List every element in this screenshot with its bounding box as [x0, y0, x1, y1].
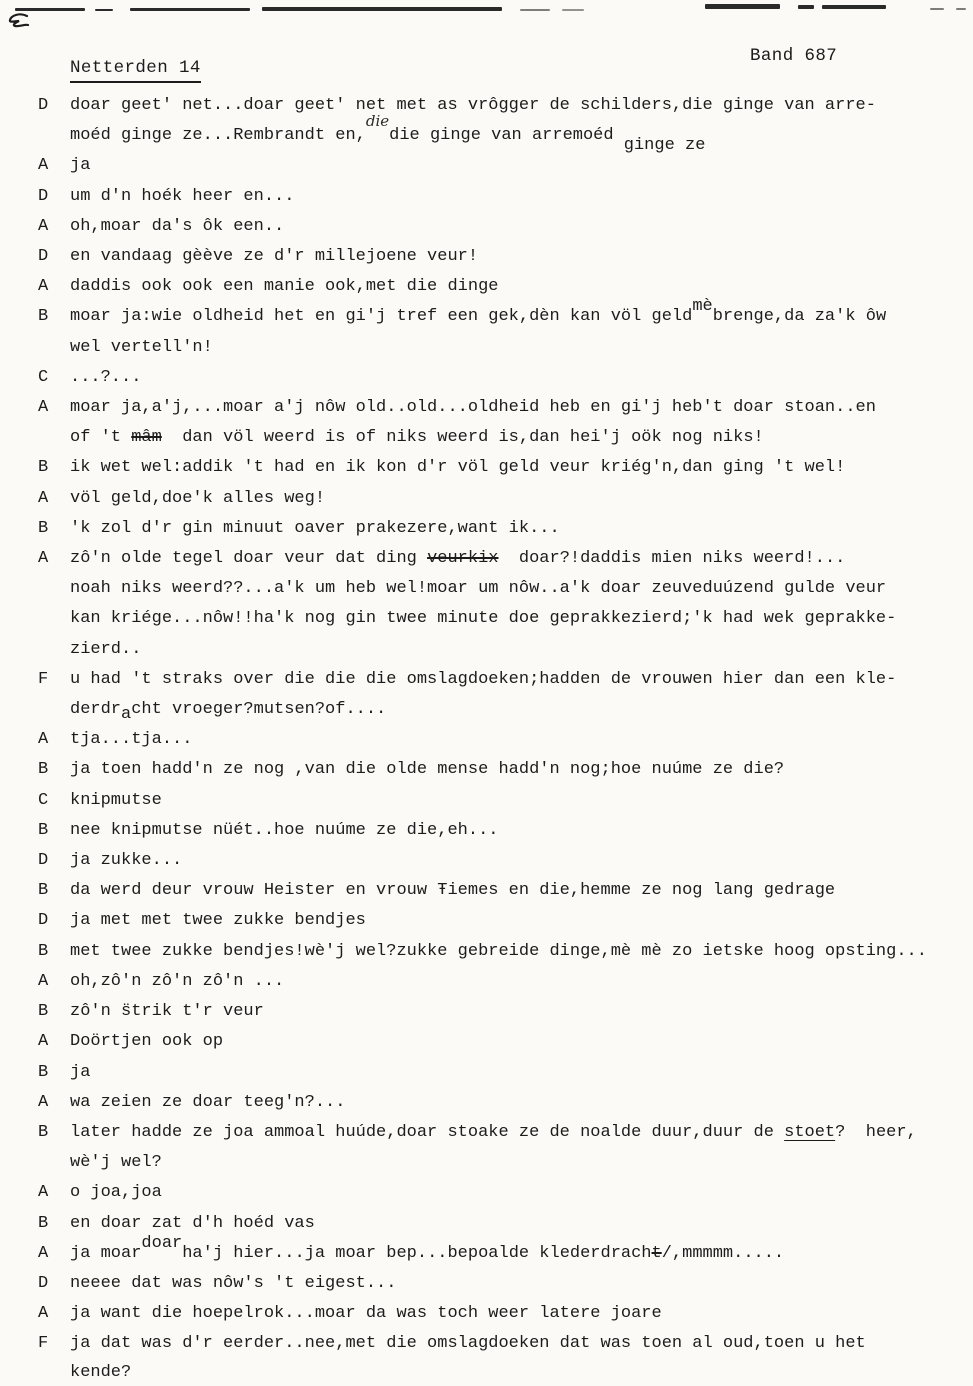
line-text: wè'j wel? — [70, 1153, 162, 1173]
line-text: oh,zô'n zô'n zô'n ... — [70, 971, 285, 991]
scan-artifact — [798, 5, 814, 9]
speaker-label — [38, 574, 70, 604]
transcript-line — [38, 997, 968, 1027]
line-text: ja met met twee zukke bendjes — [70, 911, 366, 931]
speaker-label: B — [38, 760, 49, 780]
transcript-line — [38, 695, 968, 725]
line-text: knipmutse — [70, 790, 162, 810]
transcript-line — [38, 755, 968, 785]
line-text: kende? — [70, 1362, 132, 1382]
speaker-label: A — [38, 277, 49, 297]
speaker-label: A — [38, 549, 49, 569]
line-text: zô'n s̈trik t'r veur — [70, 1002, 264, 1022]
line-text: en vandaag gèève ze d'r millejoene veur! — [70, 247, 479, 267]
speaker-label: B — [38, 1062, 49, 1082]
speaker-label — [38, 333, 70, 363]
line-text: oh,moar da's ôk een.. — [70, 216, 285, 236]
scan-artifact — [130, 8, 250, 11]
transcript-line — [38, 876, 968, 906]
speaker-label — [38, 695, 70, 725]
line-text: zierd.. — [70, 639, 142, 659]
transcript-line — [38, 393, 968, 423]
speaker-label: A — [38, 156, 49, 176]
transcript-line — [38, 91, 968, 121]
transcript-line — [38, 333, 968, 363]
speaker-label: C — [38, 367, 49, 387]
speaker-label: D — [38, 247, 49, 267]
transcript-line — [38, 1299, 968, 1329]
speaker-label: B — [38, 1122, 49, 1142]
speaker-label — [38, 121, 70, 151]
transcript-line — [38, 514, 968, 544]
speaker-label — [38, 635, 70, 665]
speaker-label — [38, 1360, 70, 1385]
line-text: wel vertell'n! — [70, 337, 213, 357]
line-text: ja want die hoepelrok...moar da was toch weer latere joare — [70, 1304, 662, 1324]
transcript-line — [38, 906, 968, 936]
transcript-line — [38, 816, 968, 846]
speaker-label: D — [38, 96, 49, 115]
transcript-line — [38, 1088, 968, 1118]
line-text: ja — [70, 1062, 91, 1082]
line-text: 'k zol d'r gin minuut oaver prakezere,want ik... — [70, 518, 560, 538]
line-text: noah niks weerd??...a'k um heb wel!moar um nôw..a'k doar zeuveduúzend gulde veur — [70, 579, 887, 599]
transcript-line — [38, 1148, 968, 1178]
scan-artifact — [562, 9, 584, 11]
transcript-line — [38, 1329, 968, 1359]
transcript-line — [38, 725, 968, 755]
speaker-label — [38, 1148, 70, 1178]
line-text: ja moardoarha'j hier...ja moar bep...bepoalde klederdracht/,mmmmm..... — [70, 1233, 785, 1263]
line-text: ja zukke... — [70, 851, 183, 871]
line-text: en doar zat d'h hoéd vas — [70, 1213, 315, 1233]
page-title: Netterden 14 — [70, 58, 201, 83]
line-text: zô'n olde tegel doar veur dat ding veurkix doar?!daddis mien niks weerd!... — [70, 549, 846, 569]
scan-artifact — [520, 9, 550, 11]
transcript-line — [38, 1178, 968, 1208]
transcript-line — [38, 1269, 968, 1299]
transcript-line — [38, 786, 968, 816]
line-text: derdracht vroeger?mutsen?of.... — [70, 700, 387, 725]
line-text: tja...tja... — [70, 730, 193, 750]
transcript-line — [38, 937, 968, 967]
transcript-line — [38, 242, 968, 272]
scan-artifact — [262, 7, 502, 11]
speaker-label: A — [38, 1032, 49, 1052]
line-text: ja — [70, 156, 91, 176]
transcript-line — [38, 112, 968, 156]
line-text: of 't mâm dan völ weerd is of niks weerd is,dan hei'j oök nog niks! — [70, 428, 764, 448]
speaker-label: B — [38, 518, 49, 538]
transcript-line — [38, 967, 968, 997]
transcript-line — [38, 846, 968, 876]
speaker-label: B — [38, 881, 49, 901]
speaker-label: A — [38, 1183, 49, 1203]
speaker-label — [38, 604, 70, 634]
scan-artifact — [930, 8, 944, 10]
transcript-line — [38, 151, 968, 181]
transcript — [38, 91, 968, 1385]
transcript-line — [38, 363, 968, 393]
speaker-label: B — [38, 820, 49, 840]
transcript-line — [38, 1027, 968, 1057]
line-text: da werd deur vrouw Heister en vrouw Ŧiemes en die,hemme ze nog lang gedrage — [70, 881, 836, 901]
transcript-line — [38, 544, 968, 574]
transcript-line — [38, 212, 968, 242]
speaker-label: A — [38, 398, 49, 418]
speaker-label: A — [38, 488, 49, 508]
line-text: moar ja,a'j,...moar a'j nôw old..old...oldheid heb en gi'j heb't doar stoan..en — [70, 398, 876, 418]
speaker-label: B — [38, 307, 49, 327]
speaker-label: A — [38, 730, 49, 750]
speaker-label: B — [38, 458, 49, 478]
line-text: nee knipmutse nüét..hoe nuúme ze die,eh... — [70, 820, 499, 840]
speaker-label: A — [38, 971, 49, 991]
line-text: wa zeien ze doar teeg'n?... — [70, 1092, 346, 1112]
speaker-label: D — [38, 911, 49, 931]
speaker-label — [38, 423, 70, 453]
transcript-line — [38, 182, 968, 212]
speaker-label: F — [38, 669, 49, 689]
speaker-label: D — [38, 851, 49, 871]
transcript-line — [38, 604, 968, 634]
line-text: um d'n hoék heer en... — [70, 186, 295, 206]
speaker-label: B — [38, 941, 49, 961]
line-text: ...?... — [70, 367, 142, 387]
speaker-label: B — [38, 1213, 49, 1233]
speaker-label: B — [38, 1002, 49, 1022]
transcript-line — [38, 1233, 968, 1269]
transcript-line — [38, 1058, 968, 1088]
line-text: doar geet' net...doar geet' net met as vrôgger de schilders,die ginge van arre- — [70, 96, 876, 115]
speaker-label: D — [38, 1273, 49, 1293]
line-text: neeee dat was nôw's 't eigest... — [70, 1273, 397, 1293]
transcript-line — [38, 1118, 968, 1148]
line-text: ja toen hadd'n ze nog ,van die olde mense hadd'n nog;hoe nuúme ze die? — [70, 760, 785, 780]
scan-artifact — [705, 4, 780, 9]
transcript-line — [38, 574, 968, 604]
transcript-line — [38, 453, 968, 483]
line-text: völ geld,doe'k alles weg! — [70, 488, 326, 508]
line-text: o joa,joa — [70, 1183, 162, 1203]
transcript-line — [38, 1360, 968, 1385]
speaker-label: C — [38, 790, 49, 810]
line-text: kan kriége...nôw!!ha'k nog gin twee minute doe geprakkezierd;'k had wek geprakke- — [70, 609, 897, 629]
transcript-line — [38, 272, 968, 302]
transcript-line — [38, 297, 968, 332]
speaker-label: A — [38, 1243, 49, 1263]
transcript-line — [38, 635, 968, 665]
band-number: Band 687 — [750, 46, 838, 66]
line-text: ja dat was d'r eerder..nee,met die omslagdoeken dat was toen al oud,toen u het — [70, 1334, 866, 1354]
transcript-line — [38, 423, 968, 453]
transcript-line — [38, 665, 968, 695]
speaker-label: A — [38, 1304, 49, 1324]
transcript-line — [38, 484, 968, 514]
scan-artifact — [95, 9, 113, 11]
scan-artifact — [956, 8, 966, 10]
line-text: daddis ook ook een manie ook,met die dinge — [70, 277, 499, 297]
speaker-label: A — [38, 216, 49, 236]
line-text: later hadde ze joa ammoal huúde,doar stoake ze de noalde duur,duur de stoet? heer, — [70, 1122, 917, 1142]
speaker-label: D — [38, 186, 49, 206]
line-text: ik wet wel:addik 't had en ik kon d'r völ geld veur kriég'n,dan ging 't wel! — [70, 458, 846, 478]
line-text: u had 't straks over die die die omslagdoeken;hadden de vrouwen hier dan een kle- — [70, 669, 897, 689]
line-text: moéd ginge ze...Rembrandt en,diedie ginge van arremoéd ginge ze — [70, 112, 706, 156]
handwritten-mark-icon — [5, 8, 35, 34]
speaker-label: F — [38, 1334, 49, 1354]
line-text: moar ja:wie oldheid het en gi'j tref een gek,dèn kan völ geldmèbrenge,da za'k ôw — [70, 297, 887, 327]
scan-artifact — [822, 5, 886, 9]
line-text: met twee zukke bendjes!wè'j wel?zukke gebreide dinge,mè mè zo ietske hoog opsting... — [70, 941, 927, 961]
speaker-label: A — [38, 1092, 49, 1112]
line-text: Doörtjen ook op — [70, 1032, 224, 1052]
